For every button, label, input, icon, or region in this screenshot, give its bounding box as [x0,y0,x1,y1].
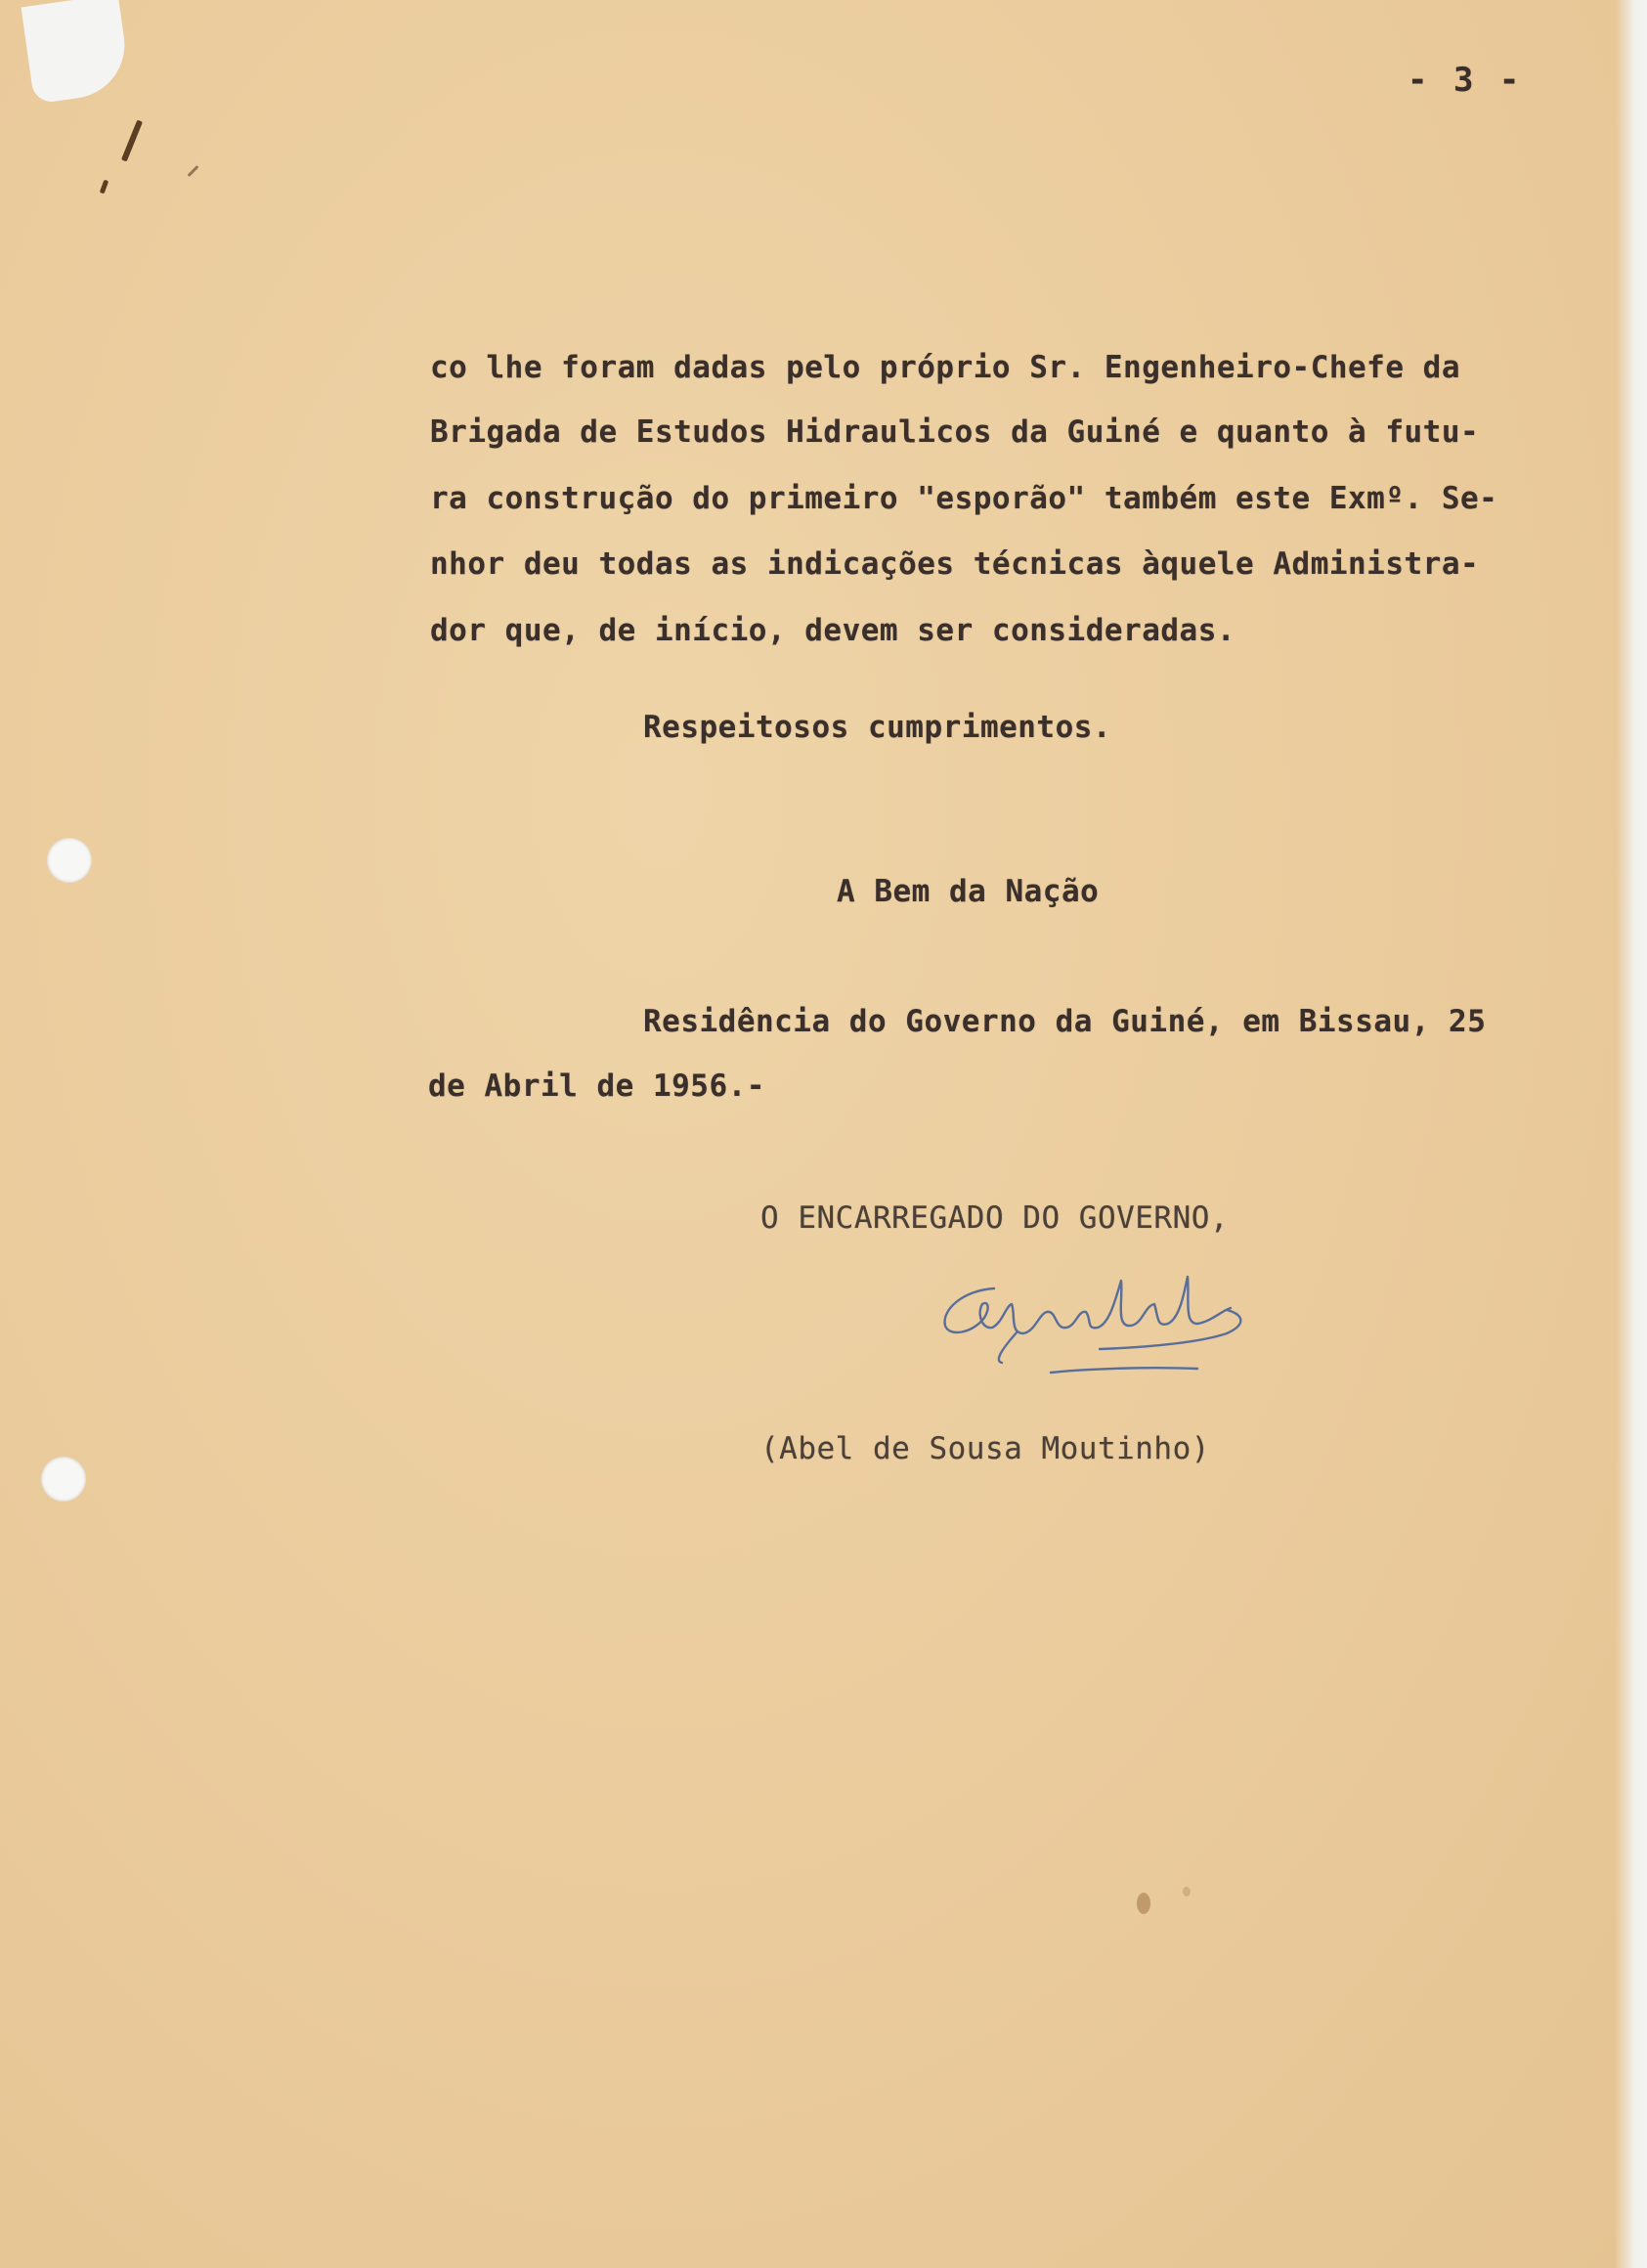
ink-mark [187,165,198,177]
signatory-name: (Abel de Sousa Moutinho) [760,1431,1210,1466]
place-date-line: de Abril de 1956.- [428,1069,765,1104]
office-title: O ENCARREGADO DO GOVERNO, [760,1200,1230,1236]
punch-hole [47,838,92,883]
stain-speck [1137,1893,1150,1914]
stain-speck [1183,1887,1191,1897]
handwritten-signature [933,1271,1305,1378]
place-date-line: Residência do Governo da Guiné, em Bissau, 25 [643,1004,1487,1039]
ink-mark [100,180,108,195]
closing-regards: Respeitosos cumprimentos. [643,710,1112,745]
body-text-line: co lhe foram dadas pelo próprio Sr. Engenheiro-Chefe da [430,350,1460,385]
page-number: - 3 - [1408,61,1523,100]
body-text-line: dor que, de início, devem ser consideradas. [430,613,1236,648]
torn-corner [22,0,132,104]
motto: A Bem da Nação [837,874,1100,909]
page-edge [1616,0,1647,2268]
body-text-line: nhor deu todas as indicações técnicas àquele Administra- [430,546,1480,582]
body-text-line: ra construção do primeiro "esporão" também este Exmº. Se- [430,481,1498,516]
ink-mark [121,119,143,161]
punch-hole [41,1457,86,1502]
body-text-line: Brigada de Estudos Hidraulicos da Guiné e quanto à futu- [430,414,1480,450]
